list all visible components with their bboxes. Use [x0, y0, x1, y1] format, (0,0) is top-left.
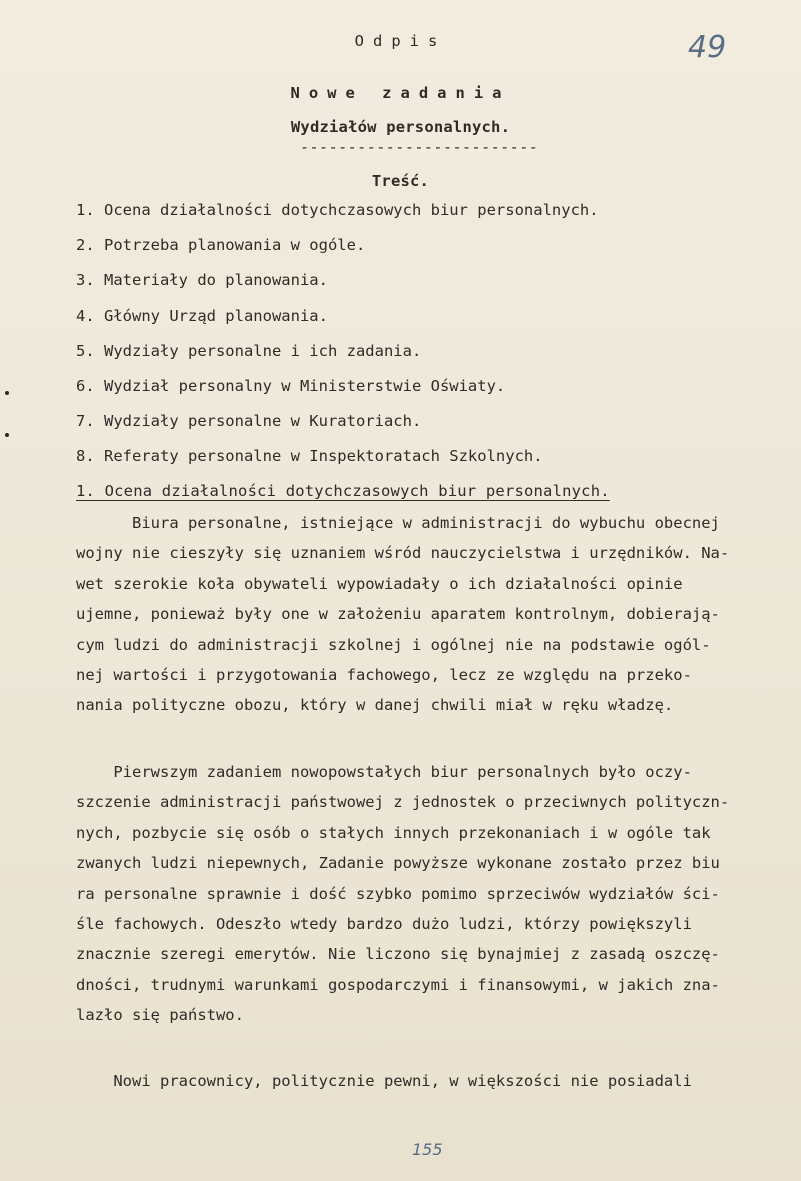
- contents-item: 3. Materiały do planowania.: [76, 271, 328, 290]
- text-line: nej wartości i przygotowania fachowego, lecz ze względu na przeko-: [76, 665, 692, 684]
- text-line: znacznie szeregi emerytów. Nie liczono się bynajmiej z zasadą oszczę-: [76, 945, 720, 964]
- contents-item: 7. Wydziały personalne w Kuratoriach.: [76, 412, 422, 431]
- contents-item: 8. Referaty personalne w Inspektoratach Szkolnych.: [76, 447, 543, 466]
- text-line: Nowi pracownicy, politycznie pewni, w większości nie posiadali: [76, 1072, 692, 1090]
- archive-number: 155: [412, 1140, 443, 1159]
- paragraph-3: [76, 1072, 776, 1102]
- text-line: nych, pozbycie się osób o stałych innych przekonaniach i w ogóle tak: [76, 823, 711, 842]
- contents-item: 6. Wydział personalny w Ministerstwie Oświaty.: [76, 376, 506, 395]
- paragraph-1: [76, 514, 776, 727]
- text-line: wet szerokie koła obywateli wypowiadały o ich działalności opinie: [76, 574, 683, 593]
- contents-item: 5. Wydziały personalne i ich zadania.: [76, 341, 422, 360]
- contents-list: [76, 201, 599, 483]
- heading-line-1: Nowe zadania: [290, 84, 511, 102]
- document-title: Odpis: [354, 32, 447, 50]
- handwritten-page-number: 49: [688, 30, 727, 65]
- paragraph-2: [76, 763, 776, 1037]
- text-line: dności, trudnymi warunkami gospodarczymi i finansowymi, w jakich zna-: [76, 975, 720, 994]
- text-line: ujemne, ponieważ były one w założeniu aparatem kontrolnym, dobierają-: [76, 605, 720, 624]
- section-heading: 1. Ocena działalności dotychczasowych biur personalnych.: [76, 482, 610, 500]
- punch-hole-mark: [5, 433, 9, 437]
- text-line: nania polityczne obozu, który w danej chwili miał w ręku władzę.: [76, 696, 674, 715]
- text-line: Biura personalne, istniejące w administracji do wybuchu obecnej: [76, 514, 720, 532]
- punch-hole-mark: [5, 391, 9, 395]
- contents-label: Treść.: [371, 172, 430, 190]
- text-line: Pierwszym zadaniem nowopowstałych biur personalnych było oczy-: [76, 763, 692, 781]
- text-line: wojny nie cieszyły się uznaniem wśród nauczycielstwa i urzędników. Na-: [76, 544, 730, 563]
- heading-rule: -------------------------: [300, 138, 539, 156]
- text-line: zwanych ludzi niepewnych, Zadanie powyższe wykonane zostało przez biu: [76, 854, 720, 873]
- contents-item: 4. Główny Urząd planowania.: [76, 306, 328, 325]
- text-line: ra personalne sprawnie i dość szybko pomimo sprzeciwów wydziałów ści-: [76, 884, 720, 903]
- text-line: lazło się państwo.: [76, 1006, 244, 1025]
- heading-line-2: Wydziałów personalnych.: [290, 118, 511, 136]
- text-line: szczenie administracji państwowej z jednostek o przeciwnych polityczn-: [76, 793, 730, 812]
- text-line: cym ludzi do administracji szkolnej i ogólnej nie na podstawie ogól-: [76, 635, 711, 654]
- contents-item: 2. Potrzeba planowania w ogóle.: [76, 236, 366, 255]
- text-line: śle fachowych. Odeszło wtedy bardzo dużo ludzi, którzy powiększyli: [76, 914, 692, 933]
- contents-item: 1. Ocena działalności dotychczasowych biur personalnych.: [76, 201, 599, 219]
